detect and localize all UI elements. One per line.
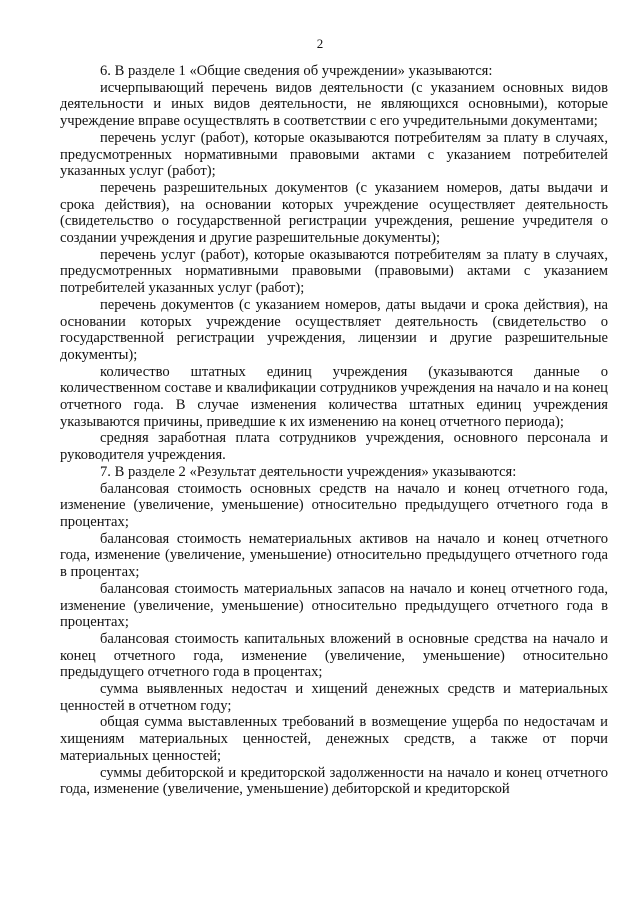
list-item: общая сумма выставленных требований в возмещение ущерба по недостачам и хищениям материальных ценностей, денежных средств, а также от порчи материальных ценностей; bbox=[60, 714, 608, 764]
list-item: балансовая стоимость капитальных вложений в основные средства на начало и конец отчетного года, изменение (увеличение, уменьшение) относительно предыдущего отчетного года в процентах; bbox=[60, 630, 608, 681]
list-item: количество штатных единиц учреждения (указываются данные о количественном составе и квалификации сотрудников учреждения на начало и на конец отчетного года. В случае изменения количества штатных единиц учреждения указываются причины, приведшие к их изменению на конец отчетного периода); bbox=[60, 363, 608, 430]
list-item: суммы дебиторской и кредиторской задолженности на начало и конец отчетного года, изменение (увеличение, уменьшение) дебиторской и кредиторской bbox=[60, 764, 608, 798]
list-item: балансовая стоимость нематериальных активов на начало и конец отчетного года, изменение (увеличение, уменьшение) относительно предыдущего отчетного года в процентах; bbox=[60, 530, 608, 581]
list-item: перечень документов (с указанием номеров, даты выдачи и срока действия), на основании которых учреждение осуществляет деятельность (свидетельство о государственной регистрации учреждения, лицензии и другие разрешительные документы); bbox=[60, 296, 608, 363]
list-item: исчерпывающий перечень видов деятельности (с указанием основных видов деятельности и иных видов деятельности, не являющихся основными), которые учреждение вправе осуществлять в соответствии с его учредительными документами; bbox=[60, 79, 608, 130]
section-6-heading: 6. В разделе 1 «Общие сведения об учреждении» указываются: bbox=[100, 63, 493, 79]
section-7-heading: 7. В разделе 2 «Результат деятельности учреждения» указываются: bbox=[100, 463, 517, 480]
list-item: сумма выявленных недостач и хищений денежных средств и материальных ценностей в отчетном году; bbox=[60, 681, 608, 714]
list-item: перечень разрешительных документов (с указанием номеров, даты выдачи и срока действия), на основании которых учреждение осуществляет деятельность (свидетельство о государственной регистрации учреждения, решение учредителя о создании учреждения и другие разрешительные документы); bbox=[60, 179, 608, 247]
page-number: 2 bbox=[316, 36, 324, 51]
list-item: средняя заработная плата сотрудников учреждения, основного персонала и руководителя учреждения. bbox=[60, 430, 608, 464]
list-item: перечень услуг (работ), которые оказываются потребителям за плату в случаях, предусмотренных нормативными правовыми актами с указанием потребителей указанных услуг (работ); bbox=[60, 129, 608, 180]
document-body bbox=[60, 63, 608, 798]
list-item: балансовая стоимость материальных запасов на начало и конец отчетного года, изменение (увеличение, уменьшение) относительно предыдущего отчетного года в процентах; bbox=[60, 580, 608, 631]
list-item: балансовая стоимость основных средств на начало и конец отчетного года, изменение (увеличение, уменьшение) относительно предыдущего отчетного года в процентах; bbox=[60, 480, 608, 530]
list-item: перечень услуг (работ), которые оказываются потребителям за плату в случаях, предусмотренных нормативными правовыми (правовыми) актами с указанием потребителей указанных услуг (работ); bbox=[60, 246, 608, 297]
